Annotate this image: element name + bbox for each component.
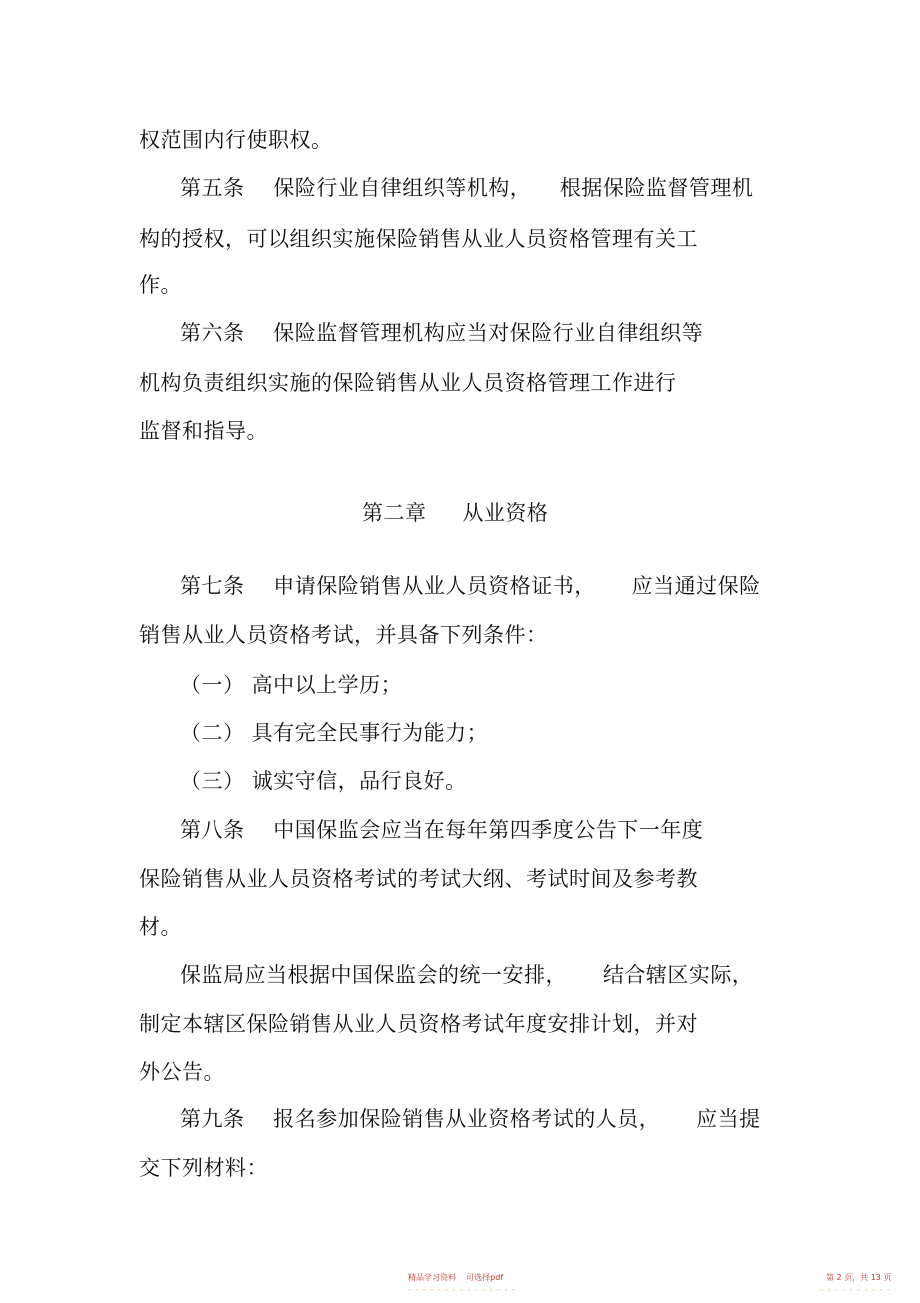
article-9-line: 第九条 报名参加保险销售从业资格考试的人员， 应当提 — [180, 1107, 761, 1131]
text-line: 作。 — [139, 273, 182, 297]
footer-watermark-text: 精品学习资料 可选择pdf — [408, 1273, 504, 1282]
article-7-line: 第七条 申请保险销售从业人员资格证书， 应当通过保险 — [180, 574, 761, 598]
page-number: 第 2 页，共 13 页 — [826, 1273, 892, 1282]
article-6-line: 第六条 保险监督管理机构应当对保险行业自律组织等 — [180, 321, 704, 345]
text-line: 销售从业人员资格考试，并具备下列条件： — [139, 623, 548, 647]
article-8-line: 第八条 中国保监会应当在每年第四季度公告下一年度 — [180, 818, 704, 842]
list-item: （三） 诚实守信，品行良好。 — [180, 769, 467, 793]
footer-divider: - - - - - - - - - - — [820, 1285, 891, 1294]
chapter-heading: 第二章 从业资格 — [362, 501, 549, 525]
text-line: 机构负责组织实施的保险销售从业人员资格管理工作进行 — [139, 371, 677, 395]
text-line: 材。 — [139, 915, 182, 939]
text-line: 制定本辖区保险销售从业人员资格考试年度安排计划，并对 — [139, 1012, 698, 1036]
article-5-line: 第五条 保险行业自律组织等机构， 根据保险监督管理机 — [180, 176, 754, 200]
list-item: （二） 具有完全民事行为能力； — [180, 721, 489, 745]
text-line: 保险销售从业人员资格考试的考试大纲、考试时间及参考教 — [139, 867, 698, 891]
text-line: 构的授权，可以组织实施保险销售从业人员资格管理有关工 — [139, 227, 698, 251]
footer-divider: - - - - - - - - - - - - - - - — [408, 1285, 516, 1294]
text-line: 权范围内行使职权。 — [139, 128, 333, 152]
text-line: 外公告。 — [139, 1060, 225, 1084]
text-line: 监督和指导。 — [139, 419, 268, 443]
list-item: （一） 高中以上学历； — [180, 673, 403, 697]
text-line: 交下列材料： — [139, 1156, 268, 1180]
paragraph-line: 保监局应当根据中国保监会的统一安排， 结合辖区实际， — [180, 963, 754, 987]
